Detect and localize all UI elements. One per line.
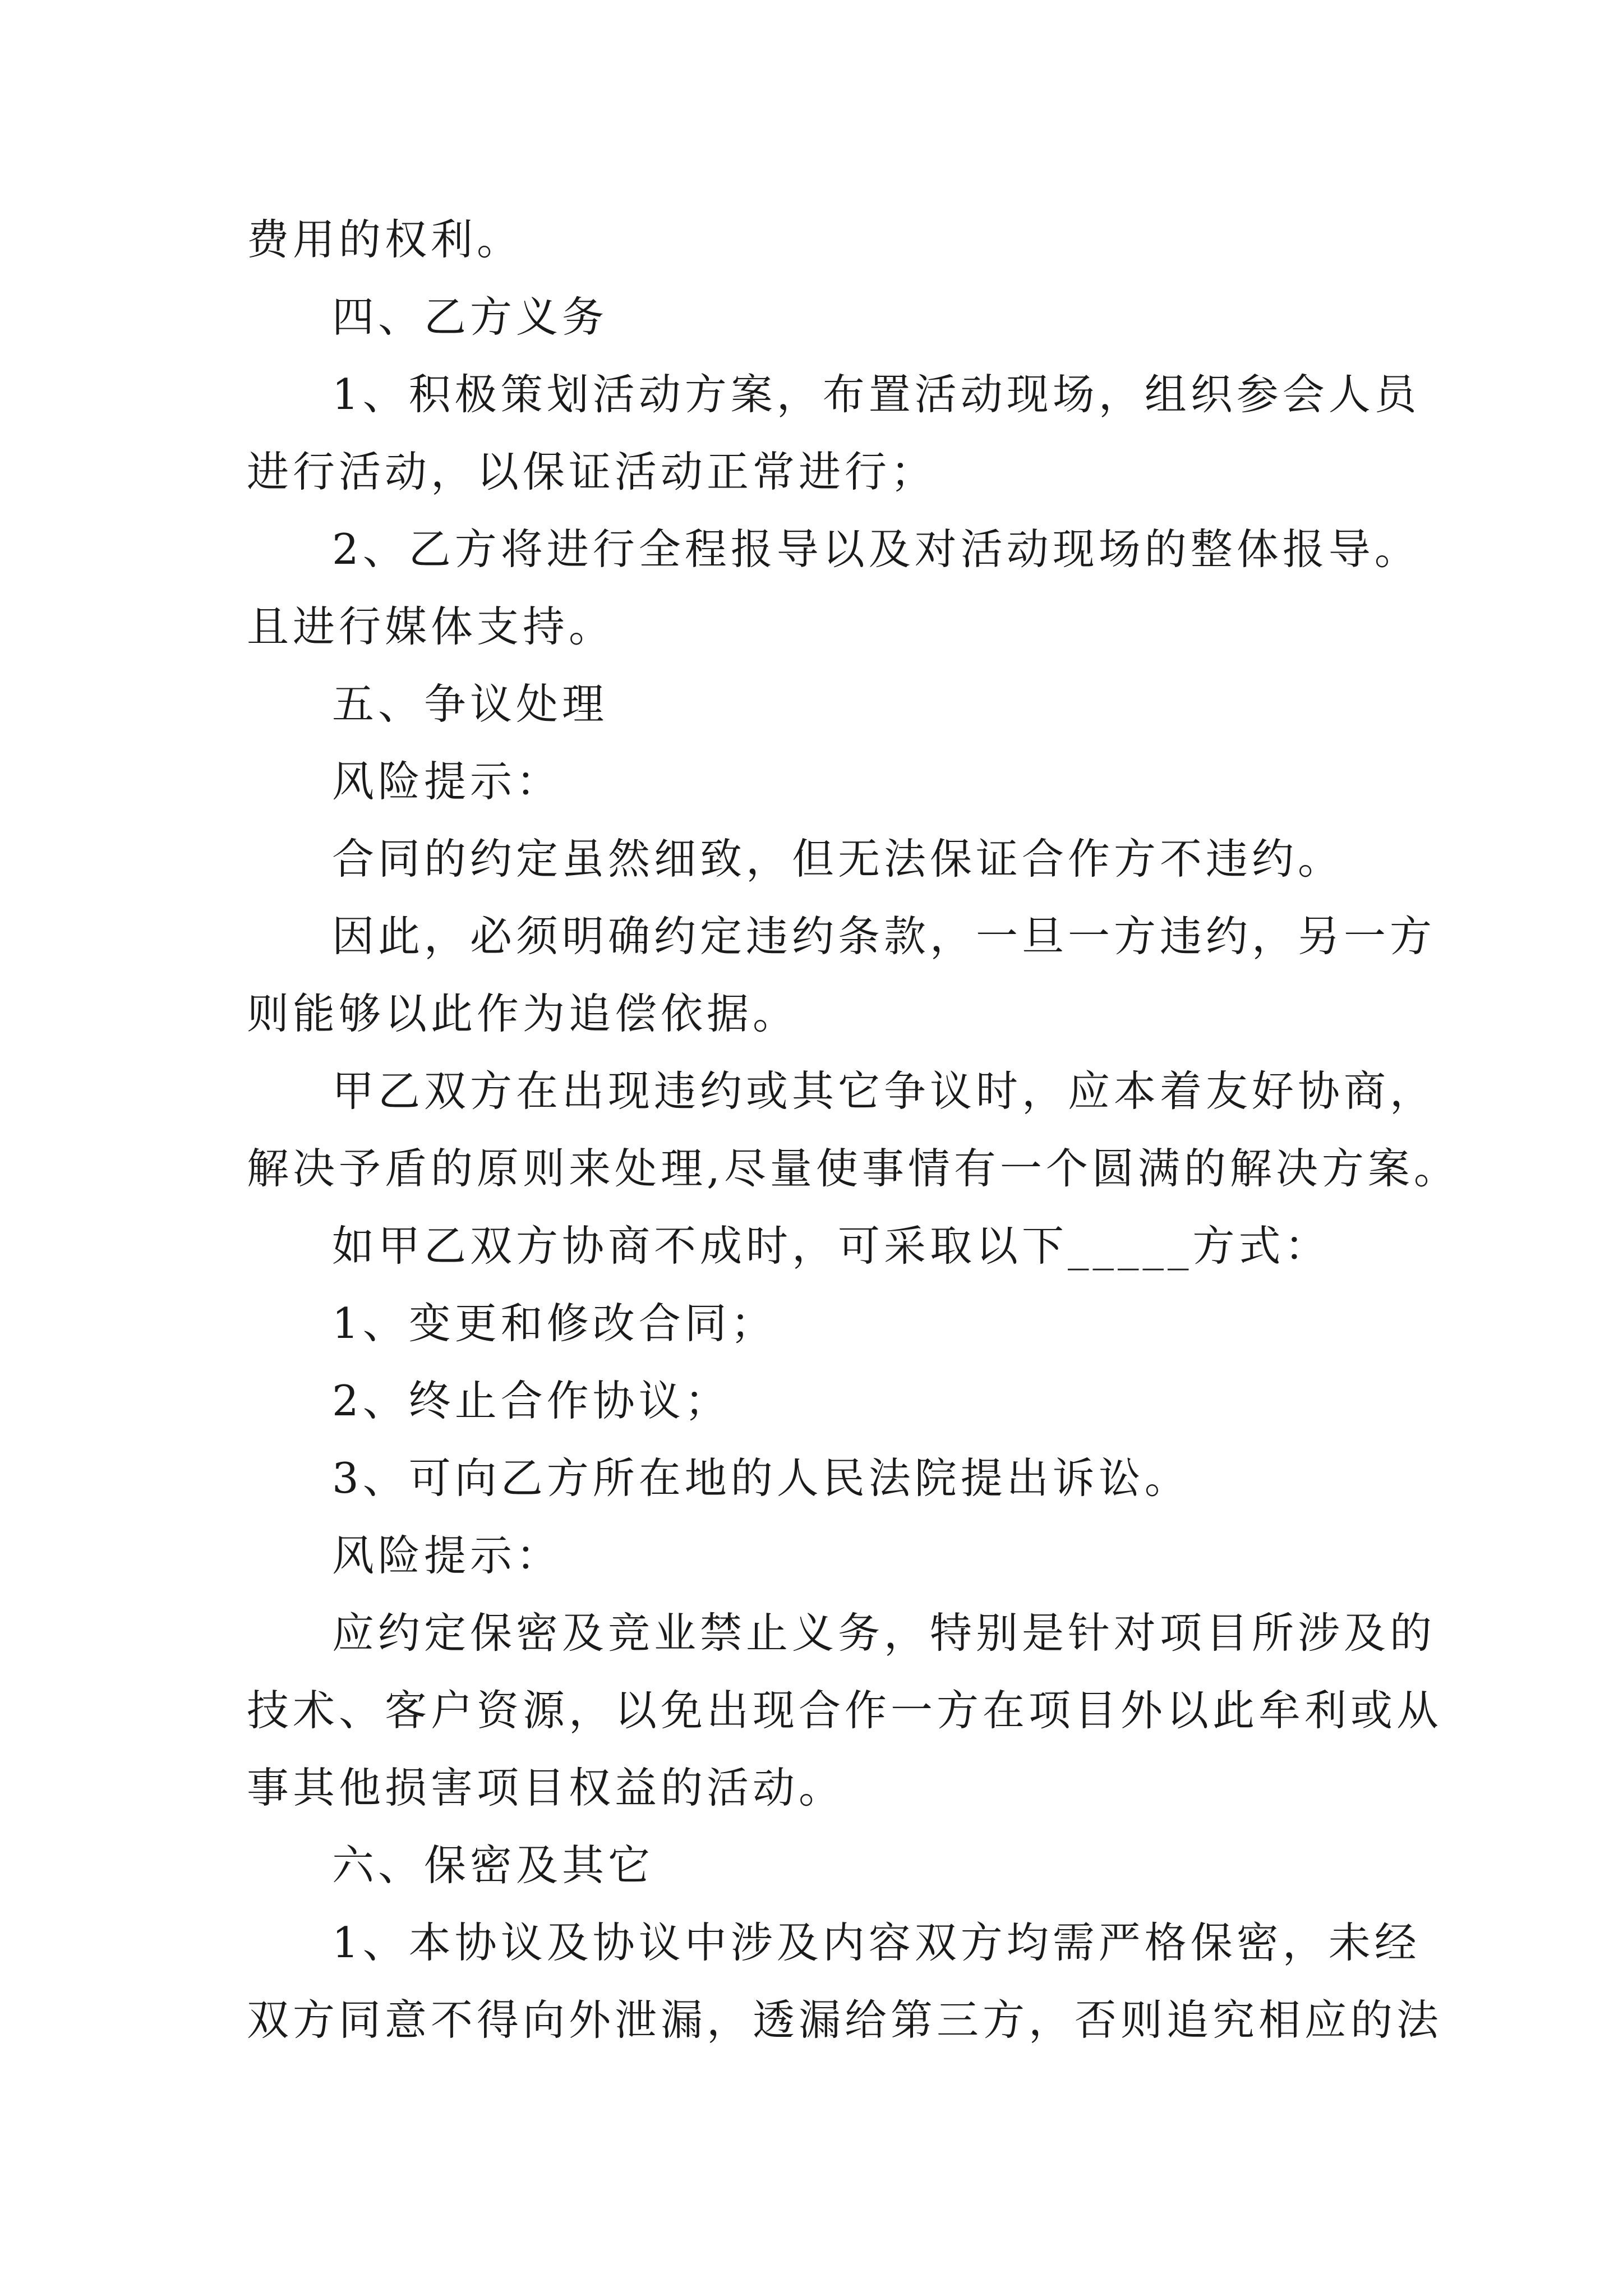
paragraph-line: 2、乙方将进行全程报导以及对活动现场的整体报导。: [332, 524, 1421, 574]
risk-note-label: 风险提示：: [332, 757, 562, 806]
paragraph-line: 解决予盾的原则来处理,尽量使事情有一个圆满的解决方案。: [247, 1144, 1460, 1193]
section-heading: 四、乙方义务: [332, 292, 608, 342]
paragraph-line: 1、积极策划活动方案，布置活动现场，组织参会人员: [332, 370, 1421, 419]
paragraph-line: 事其他损害项目权益的活动。: [247, 1763, 845, 1812]
paragraph-line: 因此，必须明确约定违约条款，一旦一方违约，另一方: [332, 912, 1436, 961]
list-item: 1、变更和修改合同；: [332, 1299, 777, 1348]
paragraph-line: 应约定保密及竞业禁止义务，特别是针对项目所涉及的: [332, 1608, 1436, 1658]
paragraph-line: 1、本协议及协议中涉及内容双方均需严格保密，未经: [332, 1918, 1421, 1967]
paragraph-line: 如甲乙双方协商不成时，可采取以下_____方式：: [332, 1221, 1331, 1271]
paragraph-line: 双方同意不得向外泄漏，透漏给第三方，否则追究相应的法: [247, 1995, 1443, 2045]
paragraph-line: 进行活动，以保证活动正常进行；: [247, 447, 937, 496]
list-item: 2、终止合作协议；: [332, 1376, 731, 1425]
document-body: [247, 201, 1460, 2059]
paragraph-line: 费用的权利。: [247, 215, 523, 264]
paragraph-line: 则能够以此作为追偿依据。: [247, 989, 799, 1038]
paragraph-line: 合同的约定虽然细致，但无法保证合作方不违约。: [332, 834, 1344, 884]
list-item: 3、可向乙方所在地的人民法院提出诉讼。: [332, 1453, 1191, 1503]
paragraph-line: 甲乙双方在出现违约或其它争议时，应本着友好协商，: [332, 1066, 1436, 1116]
paragraph-line: 且进行媒体支持。: [247, 602, 615, 651]
risk-note-label: 风险提示：: [332, 1531, 562, 1580]
section-heading: 五、争议处理: [332, 679, 608, 729]
paragraph-line: 技术、客户资源，以免出现合作一方在项目外以此牟利或从: [247, 1686, 1443, 1735]
section-heading: 六、保密及其它: [332, 1841, 654, 1890]
